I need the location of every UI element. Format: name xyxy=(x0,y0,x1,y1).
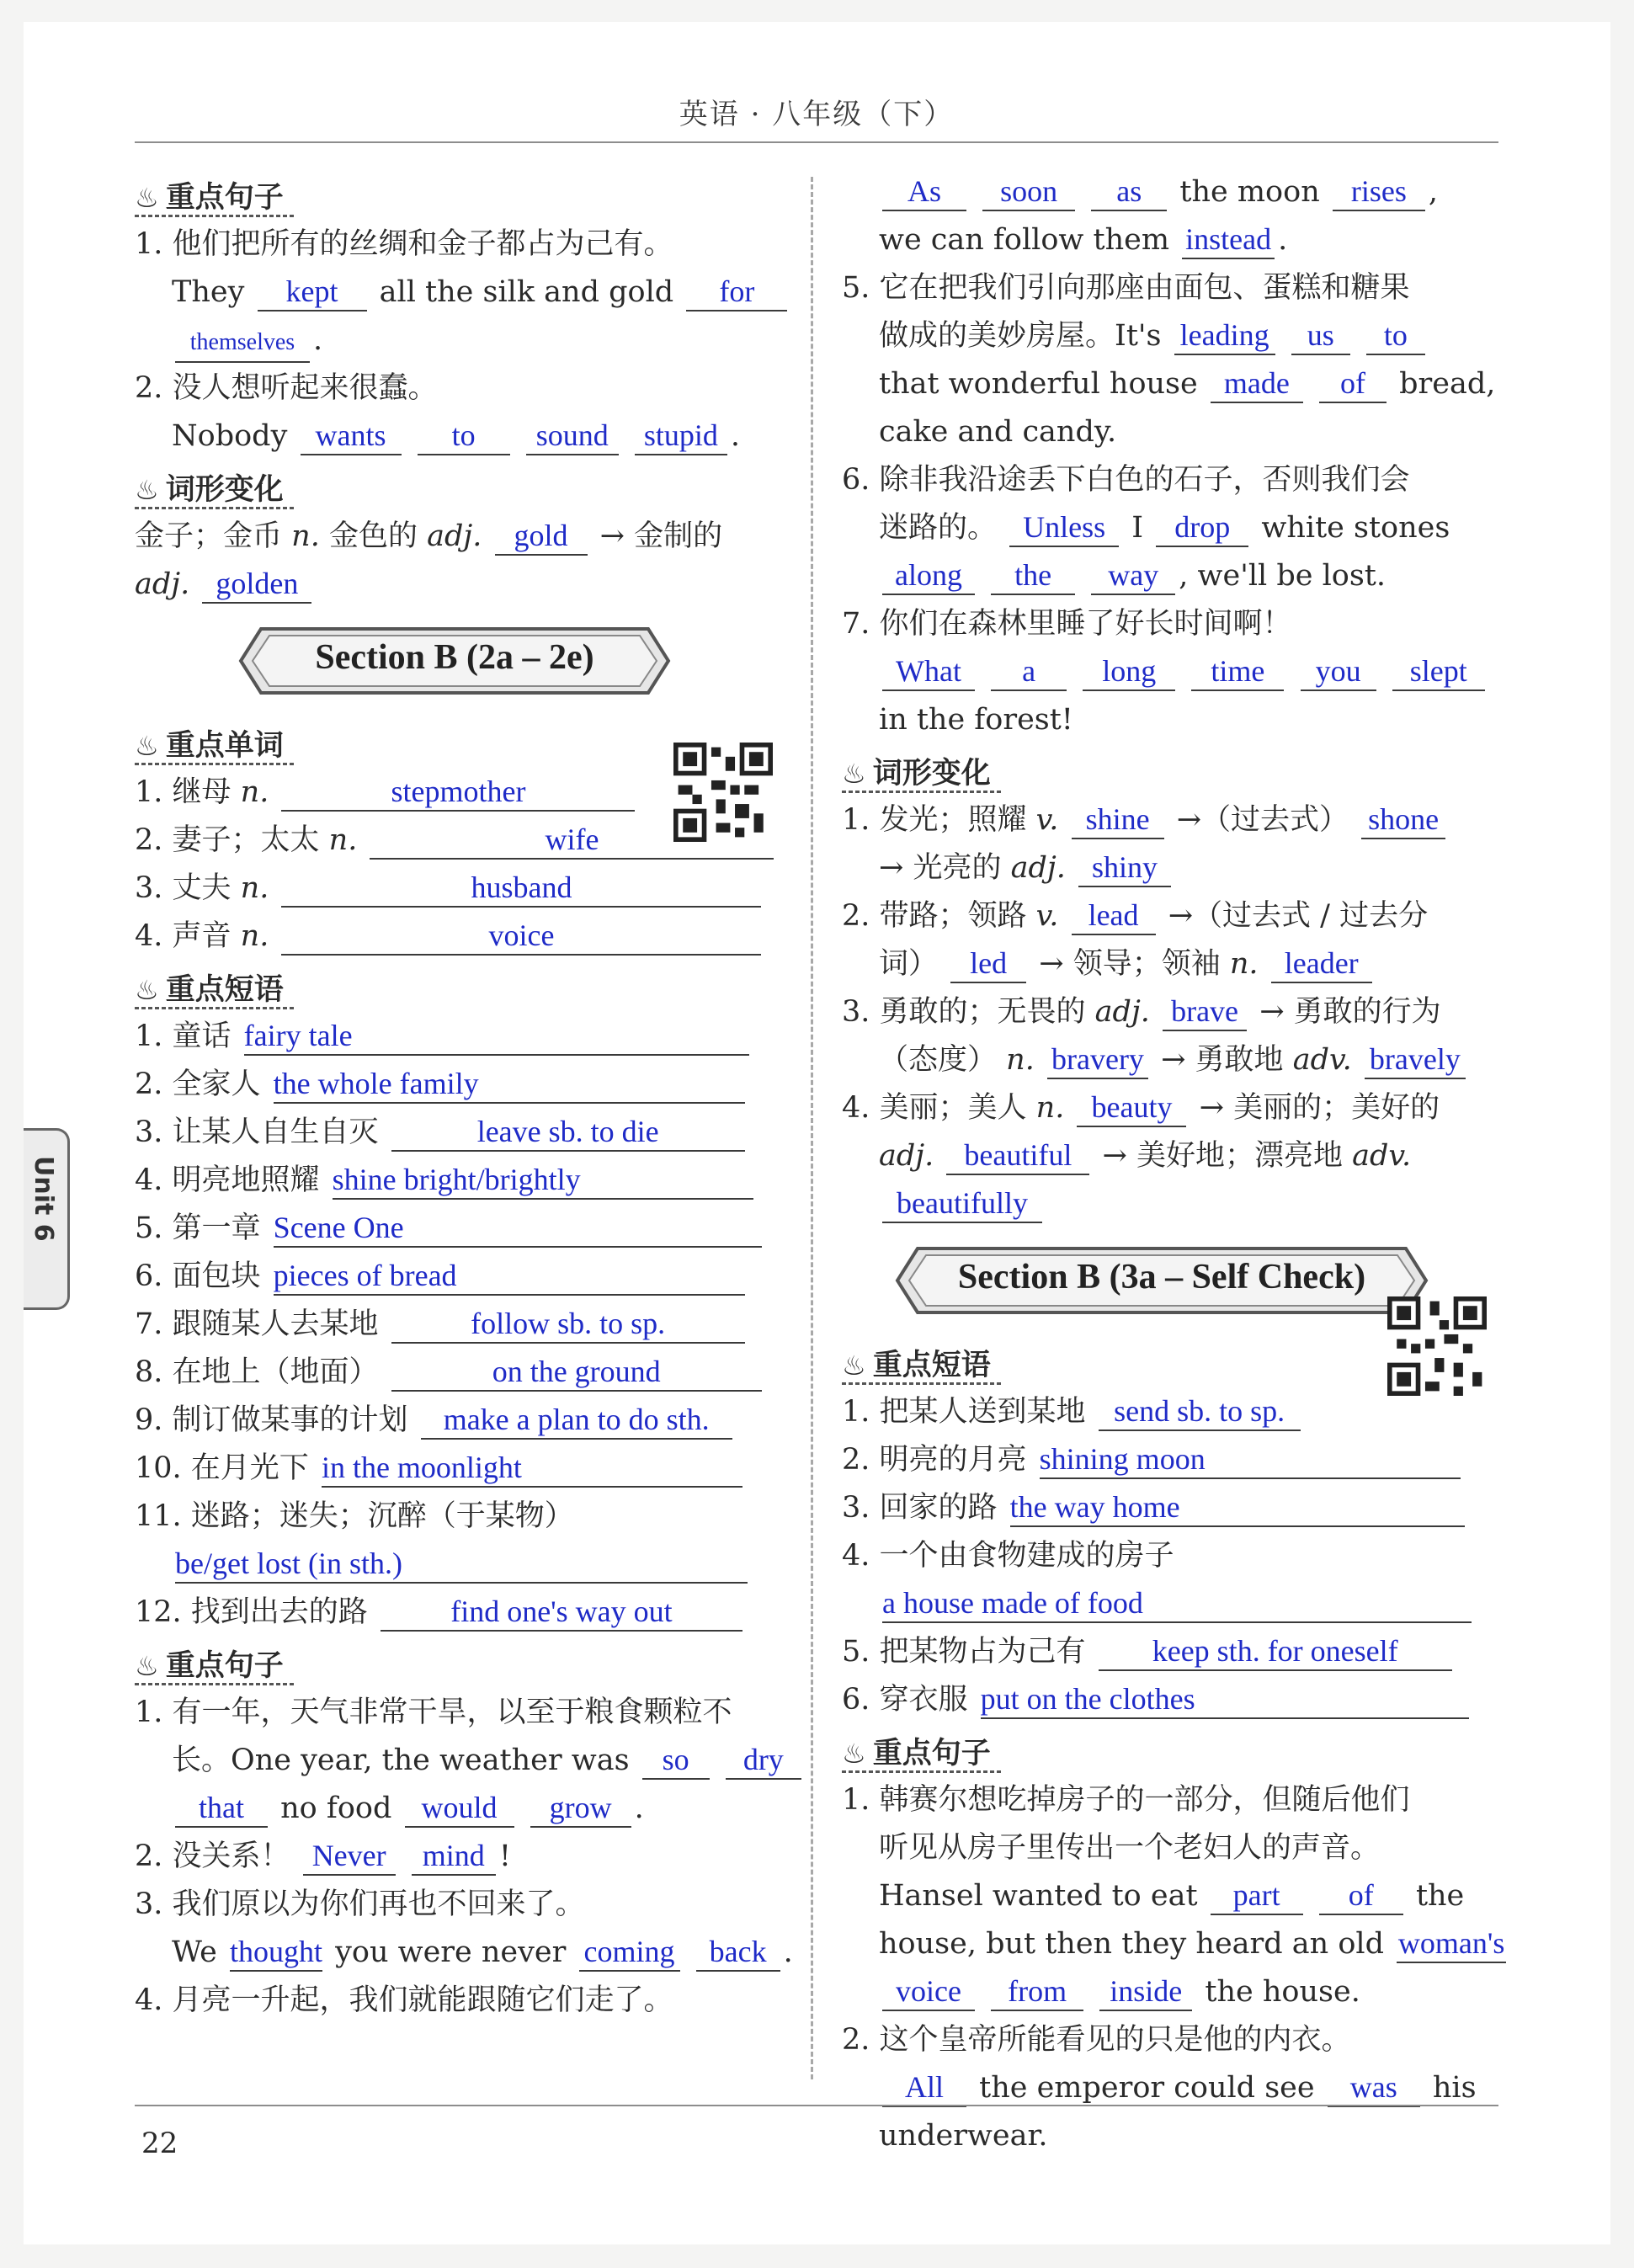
phrase-item: 12. 找到出去的路 find one's way out xyxy=(135,1589,774,1637)
phrase-item: 8. 在地上（地面） on the ground xyxy=(135,1349,774,1397)
answer-blank[interactable]: shining moon xyxy=(1040,1440,1461,1479)
phrase-item: 5. 第一章 Scene One xyxy=(135,1205,774,1253)
answer-blank[interactable]: led xyxy=(950,945,1026,983)
answer-blank[interactable]: a xyxy=(991,652,1067,691)
answer-blank[interactable]: themselves xyxy=(175,324,310,363)
answer-blank[interactable]: stupid xyxy=(635,417,727,455)
sentence-3-cn: 3. 我们原以为你们再也不回来了。 xyxy=(135,1887,585,1921)
heading-key-sentences: ♨ 重点句子 xyxy=(842,1733,996,1775)
phrase-item-11-answer xyxy=(135,1541,774,1589)
steam-icon: ♨ xyxy=(135,474,159,506)
answer-blank[interactable]: from xyxy=(991,1973,1083,2011)
sentence-5-cn: 5. 它在把我们引向那座由面包、蛋糕和糖果 xyxy=(842,271,1410,305)
qr-code-icon[interactable] xyxy=(1387,1296,1487,1396)
sentence-1-cn: 1. 他们把所有的丝绸和金子都占为己有。 xyxy=(135,227,673,261)
steam-icon: ♨ xyxy=(135,974,159,1006)
word-form-beautiful: adj. beautiful → 美好地；漂亮地 adv. xyxy=(842,1132,1490,1180)
answer-blank[interactable]: would xyxy=(405,1789,514,1828)
sentence-1-en: 长。One year, the weather was so dry xyxy=(135,1737,774,1785)
steam-icon: ♨ xyxy=(135,182,159,214)
answer-blank[interactable]: beautifully xyxy=(882,1185,1042,1223)
answer-blank[interactable]: shiny xyxy=(1078,849,1171,887)
word-item: 2. 妻子；太太 n. wife xyxy=(135,817,774,865)
section-title: Section B (2a – 2e) xyxy=(315,638,594,677)
phrase-item: 6. 穿衣服 put on the clothes xyxy=(842,1676,1490,1724)
answer-blank[interactable]: woman's xyxy=(1397,1925,1506,1963)
heading-key-words: ♨ 重点单词 xyxy=(135,725,289,767)
answer-blank[interactable]: pieces of bread xyxy=(274,1257,745,1296)
answer-blank[interactable]: as xyxy=(1091,173,1167,211)
sentence-1-cn-cont: 听见从房子里传出一个老妇人的声音。 xyxy=(879,1831,1381,1865)
sentence-2-cn: 2. 这个皇帝所能看见的只是他的内衣。 xyxy=(842,2023,1351,2057)
word-form-golden: adj. golden xyxy=(135,561,774,609)
answer-blank[interactable]: long xyxy=(1083,652,1175,691)
heading-key-phrases: ♨ 重点短语 xyxy=(135,969,289,1011)
answer-blank[interactable]: us xyxy=(1291,317,1350,355)
sentence-2-en: All the emperor could see was his xyxy=(842,2064,1490,2112)
answer-blank[interactable]: back xyxy=(696,1933,780,1972)
phrase-item: 9. 制订做某事的计划 make a plan to do sth. xyxy=(135,1397,774,1445)
answer-blank[interactable]: put on the clothes xyxy=(981,1680,1469,1719)
answer-blank[interactable]: that xyxy=(175,1789,268,1828)
phrase-item: 6. 面包块 pieces of bread xyxy=(135,1253,774,1301)
sentence-2-cn: 2. 没人想听起来很蠢。 xyxy=(135,371,438,405)
answer-blank[interactable]: golden xyxy=(202,565,311,604)
word-item: 1. 继母 n. stepmother xyxy=(135,769,774,817)
answer-blank[interactable]: voice xyxy=(281,917,761,956)
answer-blank[interactable]: All xyxy=(882,2068,966,2107)
answer-blank[interactable]: so xyxy=(642,1741,710,1780)
answer-blank[interactable]: make a plan to do sth. xyxy=(421,1401,732,1440)
word-form-beauty: 4. 美丽；美人 n. beauty → 美丽的；美好的 xyxy=(842,1084,1490,1132)
answer-blank[interactable]: lead xyxy=(1072,897,1156,935)
section-title: Section B (3a – Self Check) xyxy=(957,1258,1366,1296)
answer-blank[interactable]: Unless xyxy=(1009,508,1119,547)
sentence-1-en-end: voice from inside the house. xyxy=(842,1968,1490,2016)
answer-blank[interactable]: soon xyxy=(982,173,1075,211)
sentence-3-en: We thought you were never coming back . xyxy=(135,1929,774,1977)
phrase-item: 4. 一个由食物建成的房子 xyxy=(842,1539,1174,1573)
steam-icon: ♨ xyxy=(135,730,159,762)
unit-side-tab xyxy=(24,1128,70,1310)
answer-blank[interactable]: was xyxy=(1328,2068,1420,2107)
heading-key-phrases: ♨ 重点短语 xyxy=(842,1344,996,1387)
phrase-item: 5. 把某物占为己有 keep sth. for oneself xyxy=(842,1628,1490,1676)
answer-blank[interactable]: send sb. to sp. xyxy=(1099,1392,1301,1431)
right-column xyxy=(842,168,1505,2160)
sentence-1-en-cont: that no food would grow . xyxy=(135,1785,774,1833)
steam-icon: ♨ xyxy=(842,1350,866,1382)
answer-blank[interactable]: for xyxy=(686,273,787,311)
steam-icon: ♨ xyxy=(842,758,866,790)
answer-blank[interactable]: As xyxy=(882,173,966,211)
answer-blank[interactable]: wants xyxy=(301,417,402,455)
answer-blank[interactable]: leave sb. to die xyxy=(391,1113,745,1152)
answer-blank[interactable]: What xyxy=(882,652,975,691)
phrase-item: 3. 回家的路 the way home xyxy=(842,1484,1490,1532)
answer-blank[interactable]: leading xyxy=(1174,317,1275,355)
answer-blank[interactable]: beautiful xyxy=(946,1137,1089,1175)
answer-blank[interactable]: leader xyxy=(1271,945,1372,983)
steam-icon: ♨ xyxy=(842,1738,866,1770)
sentence-4-en: As soon as the moon rises , xyxy=(842,168,1490,216)
heading-key-sentences: ♨ 重点句子 xyxy=(135,177,289,219)
answer-blank[interactable]: bravery xyxy=(1047,1041,1148,1079)
answer-blank[interactable]: you xyxy=(1301,652,1376,691)
sentence-1-cn: 1. 韩赛尔想吃掉房子的一部分，但随后他们 xyxy=(842,1783,1410,1817)
page-number: 22 xyxy=(141,2127,178,2160)
answer-blank[interactable]: slept xyxy=(1392,652,1485,691)
answer-blank[interactable]: a house made of food xyxy=(882,1584,1472,1623)
answer-blank[interactable]: beauty xyxy=(1077,1089,1186,1127)
answer-blank[interactable]: Scene One xyxy=(274,1209,762,1248)
answer-blank[interactable]: rises xyxy=(1333,173,1425,211)
sentence-1-en-cont: themselves . xyxy=(135,317,774,365)
sentence-6-cn: 6. 除非我沿途丢下白色的石子，否则我们会 xyxy=(842,463,1410,497)
answer-blank[interactable]: dry xyxy=(726,1741,801,1780)
steam-icon: ♨ xyxy=(135,1650,159,1682)
word-item: 3. 丈夫 n. husband xyxy=(135,865,774,913)
phrase-item: 1. 把某人送到某地 send sb. to sp. xyxy=(842,1388,1490,1436)
answer-blank[interactable]: keep sth. for oneself xyxy=(1099,1632,1452,1671)
phrase-item: 7. 跟随某人去某地 follow sb. to sp. xyxy=(135,1301,774,1349)
footer-rule xyxy=(135,2105,1498,2106)
answer-blank[interactable]: shine xyxy=(1072,801,1164,839)
word-form-led: 词） led → 领导；领袖 n. leader xyxy=(842,940,1490,988)
sentence-2: 2. 没关系！ Never mind ! xyxy=(135,1833,774,1881)
answer-blank[interactable]: the xyxy=(991,556,1075,595)
sentence-5-en-cont: that wonderful house made of bread, xyxy=(842,360,1490,408)
answer-blank[interactable]: to xyxy=(418,417,510,455)
answer-blank[interactable]: way xyxy=(1091,556,1175,595)
sentence-2-en-cont: underwear. xyxy=(879,2119,1048,2153)
answer-blank[interactable]: thought xyxy=(230,1933,322,1972)
unit-tab-label: Unit 6 xyxy=(29,1156,58,1242)
sentence-1-en: They kept all the silk and gold for xyxy=(135,269,774,317)
answer-blank[interactable]: fairy tale xyxy=(244,1017,749,1056)
word-form-shiny: → 光亮的 adj. shiny xyxy=(842,844,1490,892)
answer-blank[interactable]: wife xyxy=(370,821,774,860)
heading-word-forms: ♨ 词形变化 xyxy=(135,469,289,511)
sentence-4-en-cont: we can follow them instead . xyxy=(842,216,1490,264)
answer-blank[interactable]: the way home xyxy=(1010,1488,1465,1527)
answer-blank[interactable]: kept xyxy=(258,273,367,311)
answer-blank[interactable]: made xyxy=(1211,365,1303,403)
sentence-7-en-cont: in the forest! xyxy=(879,703,1073,737)
phrase-item: 10. 在月光下 in the moonlight xyxy=(135,1445,774,1493)
answer-blank[interactable]: drop xyxy=(1156,508,1248,547)
answer-blank[interactable]: inside xyxy=(1099,1973,1192,2011)
phrase-item: 2. 全家人 the whole family xyxy=(135,1061,774,1109)
sentence-6-en: 迷路的。 Unless I drop white stones xyxy=(842,504,1490,552)
answer-blank[interactable]: stepmother xyxy=(281,773,635,812)
sentence-5-en-end: cake and candy. xyxy=(879,415,1117,449)
word-form-bravery: （态度） n. bravery → 勇敢地 adv. bravely xyxy=(842,1036,1490,1084)
answer-blank[interactable]: to xyxy=(1366,317,1425,355)
answer-blank[interactable]: mind xyxy=(412,1837,496,1876)
answer-blank[interactable]: grow xyxy=(530,1789,631,1828)
sentence-5-en: 做成的美妙房屋。It's leading us to xyxy=(842,312,1490,360)
answer-blank[interactable]: husband xyxy=(281,869,761,908)
answer-blank[interactable]: voice xyxy=(882,1973,975,2011)
sentence-6-en-cont: along the way , we'll be lost. xyxy=(842,552,1490,600)
phrase-item-4-answer xyxy=(842,1580,1490,1628)
word-form-gold: 金子；金币 n. 金色的 adj. gold → 金制的 xyxy=(135,513,774,561)
sentence-1-cn: 1. 有一年，天气非常干旱，以至于粮食颗粒不 xyxy=(135,1696,732,1729)
answer-blank[interactable]: instead xyxy=(1182,221,1275,259)
word-form-beautifully xyxy=(842,1180,1490,1228)
answer-blank[interactable]: along xyxy=(882,556,975,595)
word-form-shine: 1. 发光；照耀 v. shine →（过去式） shone xyxy=(842,796,1490,844)
sentence-1-en-cont: house, but then they heard an old woman's xyxy=(842,1920,1490,1968)
answer-blank[interactable]: in the moonlight xyxy=(322,1449,742,1488)
column-divider xyxy=(811,177,813,2079)
answer-blank[interactable]: time xyxy=(1191,652,1284,691)
sentence-7-en xyxy=(842,648,1490,696)
word-form-lead: 2. 带路；领路 v. lead →（过去式 / 过去分 xyxy=(842,892,1490,940)
left-column xyxy=(135,168,793,2025)
answer-blank[interactable]: shine bright/brightly xyxy=(333,1161,753,1200)
answer-blank[interactable]: find one's way out xyxy=(381,1593,742,1632)
answer-blank[interactable]: bravely xyxy=(1365,1041,1466,1079)
heading-key-sentences: ♨ 重点句子 xyxy=(135,1645,289,1687)
answer-blank[interactable]: on the ground xyxy=(391,1353,762,1392)
sentence-1-en: Hansel wanted to eat part of the xyxy=(842,1872,1490,1920)
section-banner-2a-2e xyxy=(135,624,774,698)
word-item: 4. 声音 n. voice xyxy=(135,913,774,961)
page-header: 英语 · 八年级（下） xyxy=(135,91,1498,143)
answer-blank[interactable]: of xyxy=(1319,1877,1403,1915)
heading-word-forms: ♨ 词形变化 xyxy=(842,753,996,795)
answer-blank[interactable]: follow sb. to sp. xyxy=(391,1305,745,1344)
answer-blank[interactable]: the whole family xyxy=(274,1065,745,1104)
answer-blank[interactable]: sound xyxy=(526,417,619,455)
answer-blank[interactable]: coming xyxy=(579,1933,680,1972)
answer-blank[interactable]: part xyxy=(1211,1877,1303,1915)
answer-blank[interactable]: be/get lost (in sth.) xyxy=(175,1545,748,1584)
phrase-item: 11. 迷路；迷失；沉醉（于某物） xyxy=(135,1499,574,1533)
sentence-7-cn: 7. 你们在森林里睡了好长时间啊！ xyxy=(842,607,1292,641)
phrase-item: 2. 明亮的月亮 shining moon xyxy=(842,1436,1490,1484)
sentence-2-en: Nobody wants to sound stupid . xyxy=(135,413,774,461)
answer-blank[interactable]: of xyxy=(1319,365,1387,403)
sentence-4-cn: 4. 月亮一升起，我们就能跟随它们走了。 xyxy=(135,1983,673,2017)
answer-blank[interactable]: shone xyxy=(1361,801,1445,839)
word-form-brave: 3. 勇敢的；无畏的 adj. brave → 勇敢的行为 xyxy=(842,988,1490,1036)
answer-blank[interactable]: Never xyxy=(303,1837,396,1876)
answer-blank[interactable]: gold xyxy=(495,517,588,556)
phrase-item: 4. 明亮地照耀 shine bright/brightly xyxy=(135,1157,774,1205)
phrase-item: 1. 童话 fairy tale xyxy=(135,1013,774,1061)
answer-blank[interactable]: brave xyxy=(1163,993,1247,1031)
phrase-item: 3. 让某人自生自灭 leave sb. to die xyxy=(135,1109,774,1157)
